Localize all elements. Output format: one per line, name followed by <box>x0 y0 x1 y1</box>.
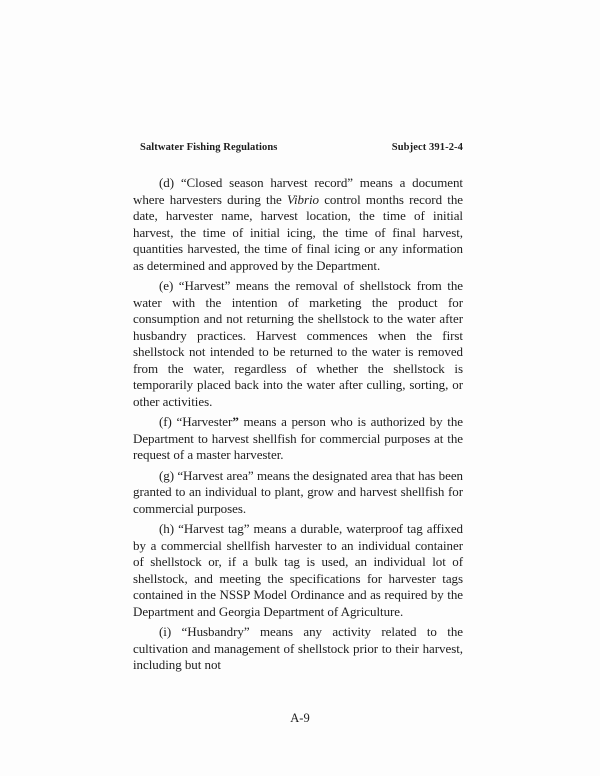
text-segment: (f) “Harvester <box>159 414 233 429</box>
paragraph-d <box>133 175 463 274</box>
text-segment: means a person who is authorized by the Department to harvest shellfish for commercial purposes at the request of a master harvester. <box>133 414 463 462</box>
paragraph-g <box>133 468 463 518</box>
text-segment-italic: Vibrio <box>287 191 319 207</box>
text-segment: (h) “Harvest tag” means a durable, waterproof tag affixed by a commercial shellfish harvester to an individual container of shellstock or, if a bulk tag is used, an individual lot of shellstock, and meeting the specifications for harvester tags contained in the NSSP Model Ordinance and as required by the Department and Georgia Department of Agriculture. <box>133 521 463 619</box>
text-segment: (d) “Closed season harvest record” means a document where harvesters during the <box>133 175 463 207</box>
page-header <box>140 142 463 153</box>
text-segment: (i) “Husbandry” means any activity related to the cultivation and management of shellstock prior to their harvest, including but not <box>133 624 463 672</box>
paragraph-e <box>133 278 463 410</box>
document-body <box>133 175 463 678</box>
paragraph-h <box>133 521 463 620</box>
paragraph-f <box>133 414 463 464</box>
header-title: Saltwater Fishing Regulations <box>140 142 278 153</box>
text-segment-bold: ” <box>232 414 239 429</box>
text-segment: (g) “Harvest area” means the designated area that has been granted to an individual to plant, grow and harvest shellfish for commercial purposes. <box>133 467 463 516</box>
header-subject: Subject 391-2-4 <box>391 142 463 153</box>
page-number: A-9 <box>290 711 310 725</box>
page-footer <box>0 711 600 726</box>
paragraph-i <box>133 624 463 674</box>
text-segment: (e) “Harvest” means the removal of shellstock from the water with the intention of marketing the product for consumption and not returning the shellstock to the water after husbandry practices. Harvest commences when the first shellstock not intended to be returned to the water is removed from the water, regardless of whether the shellstock is temporarily placed back into the water after culling, sorting, or other activities. <box>133 278 463 409</box>
text-segment: control months record the date, harvester name, harvest location, the time of initial harvest, the time of initial icing, the time of final harvest, quantities harvested, the time of final icing or any information as determined and approved by the Department. <box>133 191 463 273</box>
